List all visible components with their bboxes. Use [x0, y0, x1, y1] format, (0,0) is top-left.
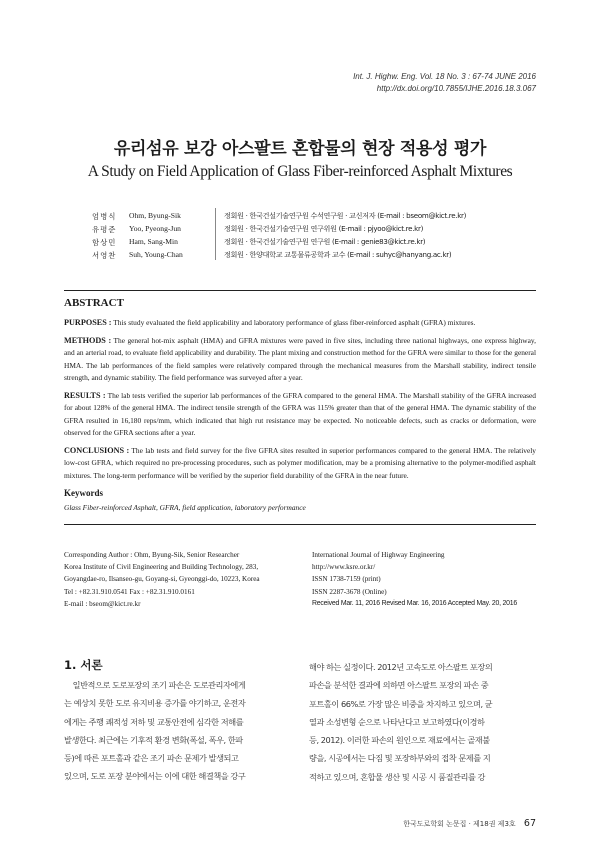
conclusions-text: The lab tests and field survey for the five GFRA sites resulted in superior performances compared to the general HMA. The relatively low-cost GFRA, which required no pre-processing procedures, such as polymer modification, may be a promising alternative to the polymer-modified asphalt mixtures. The long-term performance will be verified by the superior field durability of the GFRA in the near future. [64, 446, 536, 480]
correspondence-block [64, 549, 299, 610]
correspondence-line: Corresponding Author : Ohm, Byung-Sik, Senior Researcher [64, 551, 240, 559]
body-line: 발생한다. 최근에는 기후적 환경 변화(폭설, 폭우, 한파 [64, 734, 243, 745]
author-name-ko: 서영찬 [92, 251, 117, 260]
author-name-en: Yoo, Pyeong-Jun [129, 224, 181, 233]
body-line: 일반적으로 도로포장의 조기 파손은 도로관리자에게 [64, 680, 246, 690]
author-name-ko: 엄병식 [92, 212, 117, 221]
author-row [92, 224, 552, 238]
author-name-ko: 함상민 [92, 238, 117, 247]
conclusions-label: CONCLUSIONS : [64, 446, 130, 455]
body-line: 등)에 따른 포트홀과 같은 조기 파손 문제가 발생되고 [64, 753, 239, 764]
author-name-en: Ohm, Byung-Sik [129, 211, 181, 220]
author-affiliation: 정회원 · 한국건설기술연구원 연구원 (E-mail : genie83@kict.re.kr) [224, 237, 426, 246]
body-line: 적하고 있으며, 혼합물 생산 및 시공 시 품질관리를 강 [309, 771, 486, 782]
author-affiliation: 정회원 · 한국건설기술연구원 연구위원 (E-mail : pjyoo@kict.re.kr) [224, 224, 424, 233]
body-line: 해야 하는 실정이다. 2012년 고속도로 아스팔트 포장의 [309, 662, 493, 672]
methods-text: The general hot-mix asphalt (HMA) and GFRA mixtures were paved in five sites, including three national highways, one express highway, and an arterial road, to evaluate field applicability and durability. The plant mixing and construction method for the GFRA were similar to those for the general HMA. The lab performances of the field samples were relatively compared through the mechanical measures from the Marshall stability, indirect tensile strength, and dynamic stability. The field performance was surveyed after a year. [64, 336, 536, 383]
author-row [92, 250, 552, 264]
author-name-ko: 유평준 [92, 225, 117, 234]
correspondence-line: Goyangdae-ro, Ilsanseo-gu, Goyang-si, Gyeonggi-do, 10223, Korea [64, 575, 260, 584]
abstract-top-rule [64, 290, 536, 291]
keywords-text: Glass Fiber-reinforced Asphalt, GFRA, field application, laboratory performance [64, 503, 306, 512]
issn-print: ISSN 1738-7159 (print) [312, 575, 381, 584]
abstract-results [64, 390, 536, 440]
page-number: 67 [523, 818, 536, 829]
author-row [92, 211, 552, 225]
body-line: 있으며, 도로 포장 분야에서는 이에 대한 해결책을 강구 [64, 771, 246, 782]
doi-link[interactable]: http://dx.doi.org/10.7855/IJHE.2016.18.3.067 [376, 84, 536, 93]
results-text: The lab tests verified the superior lab performances of the GFRA compared to the general HMA. The Marshall stability of the GFRA increased for about 128% of the general HMA. The indirect tensile strength of the GFRA was 115% greater than that of the general HMA. The dynamic stability of the GFRA resulted in 16,180 reps/mm, which indicated that high rut resistance may be expected. No noticeable defects, such as cracks or deformation, were observed for the GFRA sections after a year. [64, 391, 536, 438]
page-footer [403, 818, 536, 829]
body-line: 열과 소성변형 순으로 나타난다고 보고하였다(이경하 [309, 716, 485, 727]
abstract-bottom-rule [64, 524, 536, 525]
purposes-label: PURPOSES : [64, 318, 112, 327]
issn-online: ISSN 2287-3678 (Online) [312, 587, 387, 596]
section-heading: 1. 서론 [64, 658, 103, 672]
body-column-right [309, 658, 537, 786]
author-name-en: Ham, Sang-Min [129, 237, 178, 246]
keywords-heading: Keywords [64, 488, 103, 498]
correspondence-line: Korea Institute of Civil Engineering and Building Technology, 283, [64, 563, 259, 572]
abstract-purposes [64, 317, 536, 329]
author-name-en: Suh, Young-Chan [129, 250, 183, 259]
body-line: 는 예상치 못한 도로 유지비용 증가를 야기하고, 운전자 [64, 698, 246, 709]
abstract-methods [64, 335, 536, 385]
footer-journal: 한국도로학회 논문집 · 제18권 제3호 [403, 820, 516, 828]
title-english: A Study on Field Application of Glass Fiber-reinforced Asphalt Mixtures [87, 163, 513, 180]
purposes-text: This study evaluated the field applicability and laboratory performance of glass fiber-reinforced asphalt (GFRA) mixtures. [113, 318, 476, 327]
body-line: 포트홀이 66%로 가장 많은 비중을 차지하고 있으며, 균 [309, 698, 493, 709]
received-dates: Received Mar. 11, 2016 Revised Mar. 16, 2016 Accepted May. 20, 2016 [312, 599, 518, 607]
author-divider [215, 208, 216, 260]
body-line: 량을, 시공에서는 다짐 및 포장하부와의 접착 문제를 지 [309, 753, 491, 764]
abstract-conclusions [64, 445, 536, 482]
journal-url[interactable]: http://www.ksre.or.kr/ [312, 563, 376, 572]
body-line: 등, 2012). 이러한 파손의 원인으로 재료에서는 골재불 [309, 735, 490, 746]
title-korean: 유리섬유 보강 아스팔트 혼합물의 현장 적용성 평가 [113, 139, 487, 159]
methods-label: METHODS : [64, 336, 112, 345]
abstract-heading: ABSTRACT [64, 297, 124, 309]
correspondence-line: Tel : +82.31.910.0541 Fax : +82.31.910.0161 [64, 587, 195, 596]
author-affiliation: 정회원 · 한국건설기술연구원 수석연구원 · 교신저자 (E-mail : bseom@kict.re.kr) [224, 211, 467, 220]
author-row [92, 237, 552, 251]
body-line: 파손을 분석한 결과에 의하면 아스팔트 포장의 파손 중 [309, 680, 489, 691]
correspondence-email[interactable]: E-mail : bseom@kict.re.kr [64, 599, 141, 608]
journal-citation: Int. J. Highw. Eng. Vol. 18 No. 3 : 67-74 JUNE 2016 [353, 72, 536, 81]
author-affiliation: 정회원 · 한양대학교 교통물류공학과 교수 (E-mail : suhyc@hanyang.ac.kr) [224, 250, 452, 259]
journal-info-block [312, 549, 542, 610]
body-line: 에게는 주행 쾌적성 저하 및 교통안전에 심각한 저해를 [64, 716, 244, 727]
results-label: RESULTS : [64, 391, 106, 400]
body-column-left [64, 676, 292, 786]
journal-name: International Journal of Highway Engineering [312, 551, 445, 559]
